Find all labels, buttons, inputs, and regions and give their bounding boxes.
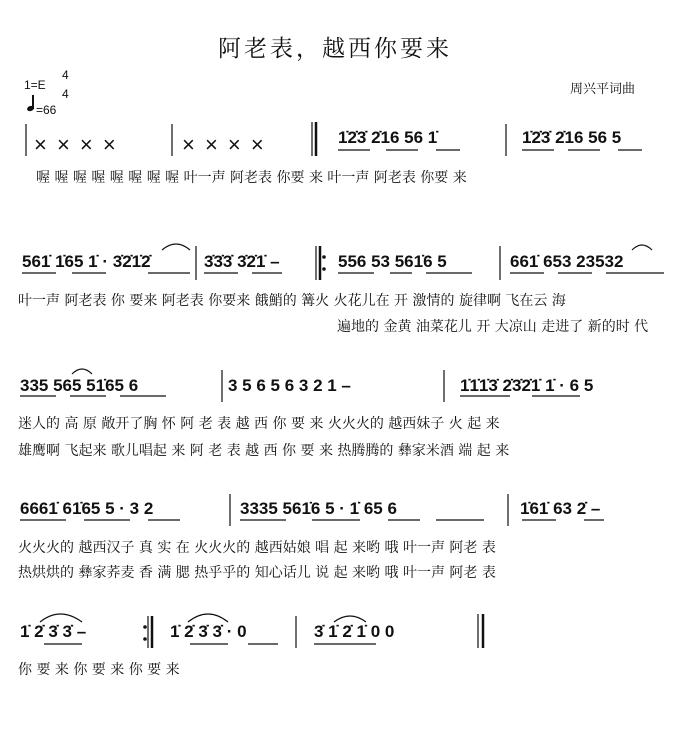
time-signature-bottom: 4: [62, 87, 69, 101]
row3-lyrics-verse1: 迷人的 高 原 敞开了胸 怀 阿 老 表 越 西 你 要 来 火火火的 越西妹子 火 起 来: [18, 416, 500, 432]
row5-measure2: 1̇ 2̇ 3̇ 3̇ · 0: [170, 622, 247, 641]
row1-measure2: × × × ×: [182, 132, 266, 157]
row4-lyrics-verse2: 热烘烘的 彝家荞麦 香 满 腮 热乎乎的 知心话儿 说 起 来哟 哦 叶一声 阿老 表: [18, 565, 496, 581]
row5-measure3: 3̇ 1̇ 2̇ 1̇ 0 0: [314, 622, 395, 641]
row2-measure2: 3̇3̇3̇ 3̇2̇1̇ –: [204, 252, 280, 271]
row2-lyrics-verse2: 遍地的 金黄 油菜花儿 开 大凉山 走进了 新的时 代: [337, 319, 649, 335]
key-signature: 1=E: [24, 78, 46, 92]
row5-lyrics: 你 要 来 你 要 来 你 要 来: [18, 662, 180, 678]
composer-credit: 周兴平词曲: [570, 82, 636, 97]
time-signature-top: 4: [62, 68, 69, 82]
row2-lyrics-verse1: 叶一声 阿老表 你 要来 阿老表 你要来 餓鮹的 篝火 火花儿在 开 激情的 旋律啊 飞在云 海: [18, 293, 566, 309]
row1-lyrics: 喔 喔 喔 喔 喔 喔 喔 喔 叶一声 阿老表 你要 来 叶一声 阿老表 你要 来: [36, 170, 467, 186]
song-title: 阿老表，越西你要来: [218, 36, 452, 62]
row2-measure4: 661̇ 653 23532: [510, 252, 624, 271]
row3-measure1: 335 565 51̇65 6: [20, 376, 139, 395]
row4-measure1: 6661̇ 61̇65 5 · 3 2: [20, 499, 154, 518]
row1-measure1: × × × ×: [34, 132, 118, 157]
row5-measure1: 1̇ 2̇ 3̇ 3̇ –: [20, 622, 87, 641]
row4-measure3: 1̇61̇ 63 2̇ –: [520, 499, 601, 518]
tempo-marking: =66: [36, 103, 57, 117]
row3-measure2: 3 5 6 5 6 3 2 1 –: [228, 376, 351, 395]
row2-measure3: 556 53 561̇6 5: [338, 252, 447, 271]
row3-measure3: 1̇1̇1̇3̇ 2̇3̇2̇1̇ 1̇ · 6 5: [460, 376, 594, 395]
row1-measure4: 1̇2̇3̇ 2̇16 56 5: [522, 128, 622, 147]
row2-measure1: 561̇ 1̇65 1̇ · 3̇2̇1̇2̇: [22, 252, 151, 271]
row4-lyrics-verse1: 火火火的 越西汉子 真 实 在 火火火的 越西姑娘 唱 起 来哟 哦 叶一声 阿老 表: [18, 540, 496, 556]
row3-lyrics-verse2: 雄鹰啊 飞起来 歌儿唱起 来 阿 老 表 越 西 你 要 来 热腾腾的 彝家米酒 端 起 来: [18, 443, 510, 459]
row1-measure3: 1̇2̇3̇ 2̇16 56 1̇: [338, 128, 438, 147]
row4-measure2: 3335 561̇6 5 · 1̇ 65 6: [240, 499, 397, 518]
